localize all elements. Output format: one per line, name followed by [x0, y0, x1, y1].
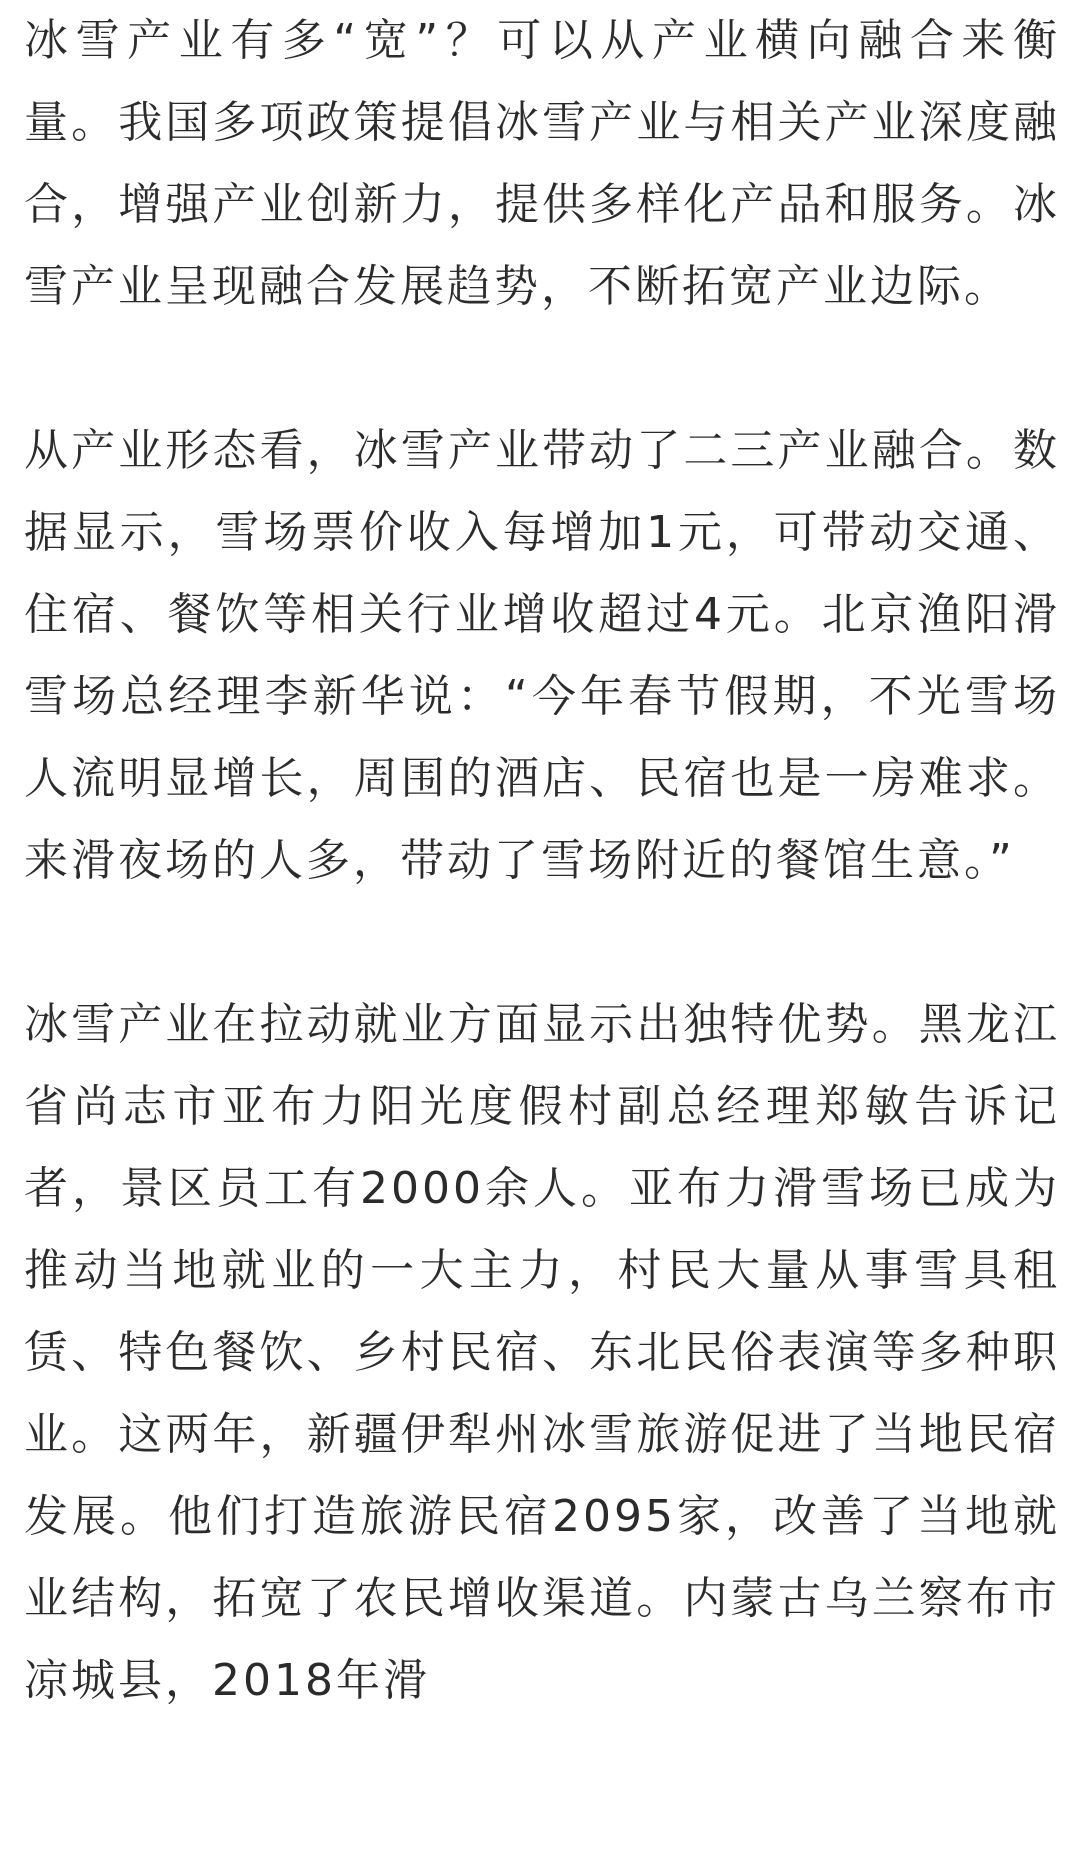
- article-body: [24, 0, 1060, 1722]
- article-paragraph: 冰雪产业在拉动就业方面显示出独特优势。黑龙江省尚志市亚布力阳光度假村副总经理郑敏告诉记者，景区员工有2000余人。亚布力滑雪场已成为推动当地就业的一大主力，村民大量从事雪具租赁、特色餐饮、乡村民宿、东北民俗表演等多种职业。这两年，新疆伊犁州冰雪旅游促进了当地民宿发展。他们打造旅游民宿2095家，改善了当地就业结构，拓宽了农民增收渠道。内蒙古乌兰察布市凉城县，2018年滑: [24, 999, 1060, 1706]
- article-paragraph: 冰雪产业有多“宽”？可以从产业横向融合来衡量。我国多项政策提倡冰雪产业与相关产业深度融合，增强产业创新力，提供多样化产品和服务。冰雪产业呈现融合发展趋势，不断拓宽产业边际。: [24, 15, 1060, 312]
- article-paragraph: 从产业形态看，冰雪产业带动了二三产业融合。数据显示，雪场票价收入每增加1元，可带动交通、住宿、餐饮等相关行业增收超过4元。北京渔阳滑雪场总经理李新华说：“今年春节假期，不光雪场人流明显增长，周围的酒店、民宿也是一房难求。来滑夜场的人多，带动了雪场附近的餐馆生意。”: [24, 425, 1060, 886]
